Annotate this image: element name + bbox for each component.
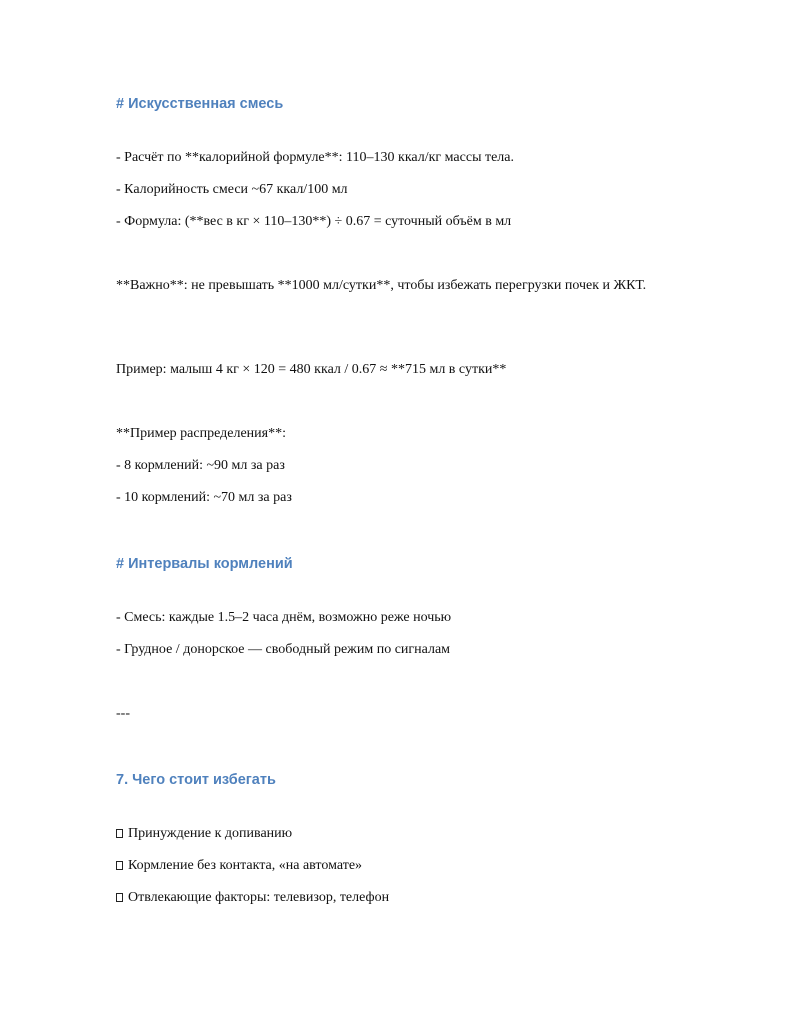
avoid-item-1-text: Принуждение к допиванию xyxy=(128,826,293,841)
avoid-item-2 xyxy=(116,856,362,876)
distribution-item-2: - 10 кормлений: ~70 мл за раз xyxy=(116,490,292,505)
section-heading-formula: # Искусственная смесь xyxy=(116,96,284,112)
avoid-item-1 xyxy=(116,824,292,844)
important-note: **Важно**: не превышать **1000 мл/сутки**, чтобы избежать перегрузки почек и ЖКТ. xyxy=(116,278,647,293)
avoid-item-2-text: Кормление без контакта, «на автомате» xyxy=(128,858,363,873)
avoid-item-3 xyxy=(116,888,389,908)
avoid-item-3-text: Отвлекающие факторы: телевизор, телефон xyxy=(128,890,390,905)
missing-glyph-box-icon xyxy=(116,893,123,902)
formula-item-2: - Калорийность смеси ~67 ккал/100 мл xyxy=(116,182,348,197)
formula-item-3: - Формула: (**вес в кг × 110–130**) ÷ 0.67 = суточный объём в мл xyxy=(116,214,512,229)
missing-glyph-box-icon xyxy=(116,829,123,838)
formula-item-1: - Расчёт по **калорийной формуле**: 110–130 ккал/кг массы тела. xyxy=(116,150,515,165)
intervals-item-2: - Грудное / донорское — свободный режим по сигналам xyxy=(116,642,451,657)
section-heading-avoid: 7. Чего стоит избегать xyxy=(116,772,276,788)
distribution-title: **Пример распределения**: xyxy=(116,426,286,441)
missing-glyph-box-icon xyxy=(116,861,123,870)
horizontal-separator-text: --- xyxy=(116,706,130,721)
example-text: Пример: малыш 4 кг × 120 = 480 ккал / 0.67 ≈ **715 мл в сутки** xyxy=(116,362,507,377)
distribution-item-1: - 8 кормлений: ~90 мл за раз xyxy=(116,458,285,473)
section-heading-intervals: # Интервалы кормлений xyxy=(116,556,293,572)
intervals-item-1: - Смесь: каждые 1.5–2 часа днём, возможно реже ночью xyxy=(116,610,452,625)
